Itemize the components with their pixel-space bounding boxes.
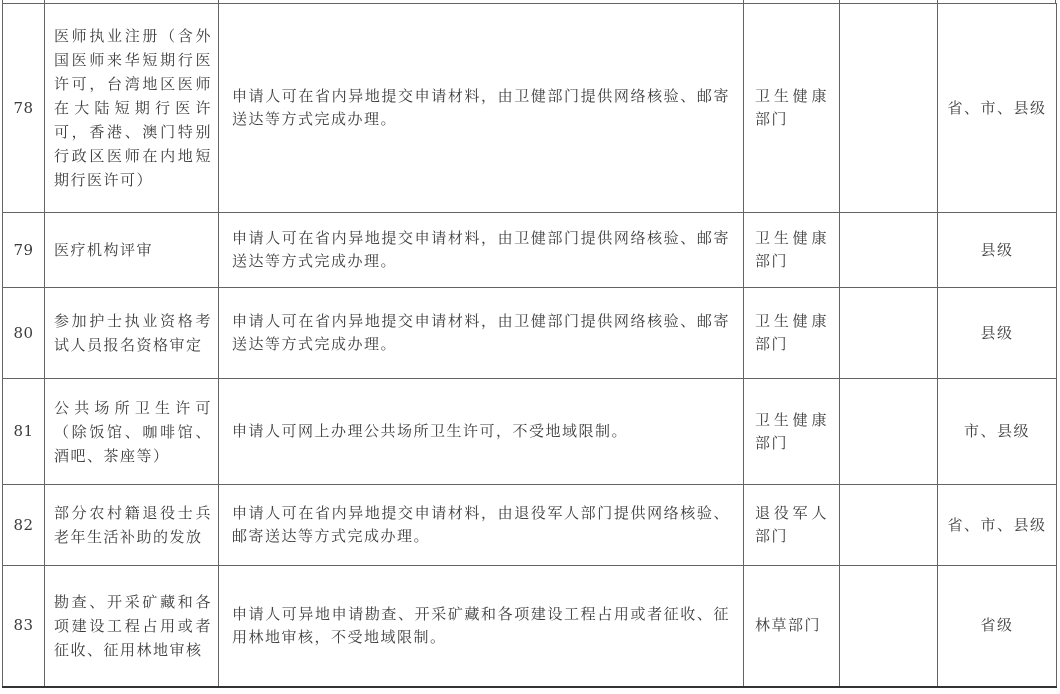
item-name-cell: 公共场所卫生许可（除饭馆、咖啡馆、酒吧、茶座等） [45,379,219,485]
note-cell [840,288,938,379]
level-cell: 县级 [938,288,1057,379]
item-name-cell: 医师执业注册（含外国医师来华短期行医许可，台湾地区医师在大陆短期行医许可，香港、澳门特别行政区医师在内地短期行医许可） [45,4,219,213]
note-cell [840,485,938,566]
item-name-cell: 医疗机构评审 [45,213,219,288]
handling-method-cell: 申请人可在省内异地提交申请材料，由退役军人部门提供网络核验、邮寄送达等方式完成办理。 [219,485,744,566]
table-row [3,379,1057,485]
note-cell [840,566,938,687]
handling-method-cell: 申请人可异地申请勘查、开采矿藏和各项建设工程占用或者征收、征用林地审核，不受地域限制。 [219,566,744,687]
table-row [3,213,1057,288]
gridline-stub [839,0,840,3]
department-cell: 卫生健康部门 [744,213,840,288]
row-number-cell: 81 [3,379,45,485]
level-cell: 市、县级 [938,379,1057,485]
row-number-cell: 78 [3,4,45,213]
department-cell: 卫生健康部门 [744,288,840,379]
department-cell: 卫生健康部门 [744,4,840,213]
level-cell: 省、市、县级 [938,4,1057,213]
handling-method-cell: 申请人可在省内异地提交申请材料，由卫健部门提供网络核验、邮寄送达等方式完成办理。 [219,213,744,288]
gridline-stub [1055,0,1056,3]
department-cell: 林草部门 [744,566,840,687]
handling-method-cell: 申请人可在省内异地提交申请材料，由卫健部门提供网络核验、邮寄送达等方式完成办理。 [219,288,744,379]
note-cell [840,4,938,213]
table-body [3,4,1057,687]
gridline-stub [218,0,219,3]
gridline-stub [44,0,45,3]
note-cell [840,379,938,485]
table-row [3,288,1057,379]
gridline-stub [743,0,744,3]
item-name-cell: 部分农村籍退役士兵老年生活补助的发放 [45,485,219,566]
row-number-cell: 82 [3,485,45,566]
gridline-stub [2,0,3,3]
table-row [3,485,1057,566]
note-cell [840,213,938,288]
row-number-cell: 83 [3,566,45,687]
department-cell: 退役军人部门 [744,485,840,566]
service-items-table [2,3,1057,688]
handling-method-cell: 申请人可在省内异地提交申请材料，由卫健部门提供网络核验、邮寄送达等方式完成办理。 [219,4,744,213]
level-cell: 县级 [938,213,1057,288]
table-row [3,4,1057,213]
level-cell: 省级 [938,566,1057,687]
handling-method-cell: 申请人可网上办理公共场所卫生许可，不受地域限制。 [219,379,744,485]
department-cell: 卫生健康部门 [744,379,840,485]
row-number-cell: 79 [3,213,45,288]
row-number-cell: 80 [3,288,45,379]
item-name-cell: 参加护士执业资格考试人员报名资格审定 [45,288,219,379]
table-row [3,566,1057,687]
gridline-stub [937,0,938,3]
item-name-cell: 勘查、开采矿藏和各项建设工程占用或者征收、征用林地审核 [45,566,219,687]
level-cell: 省、市、县级 [938,485,1057,566]
